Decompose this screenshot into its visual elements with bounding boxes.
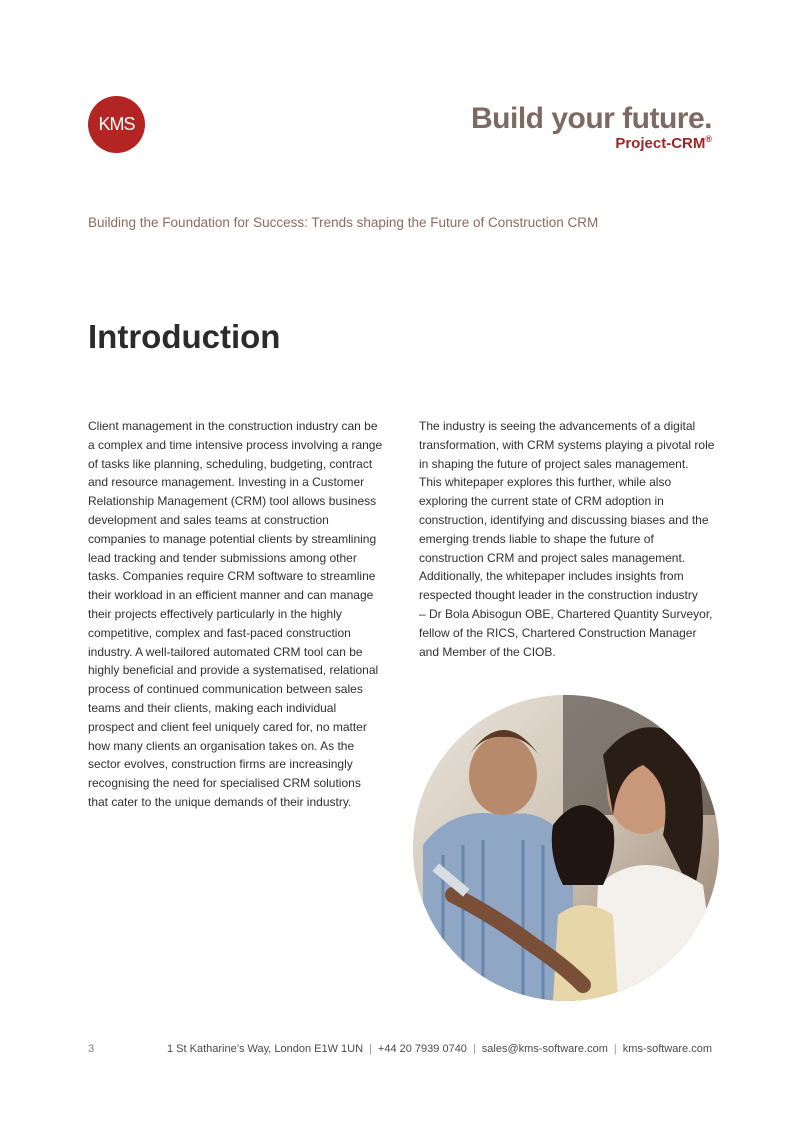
document-subtitle: Building the Foundation for Success: Trends shaping the Future of Construction CRM (88, 215, 599, 230)
footer-address: 1 St Katharine’s Way, London E1W 1UN (167, 1043, 364, 1055)
team-photo (413, 695, 719, 1001)
registered-mark: ® (705, 134, 712, 144)
footer-website[interactable]: kms-software.com (622, 1043, 712, 1055)
footer-phone[interactable]: +44 20 7939 0740 (377, 1043, 467, 1055)
section-heading: Introduction (88, 318, 281, 355)
product-name (615, 135, 712, 151)
body-text-right: The industry is seeing the advancements of a digital transformation, with CRM systems playing a pivotal role in shaping the future of project sales management. This whitepaper explores this further, while also exploring the current state of CRM adoption in construction, identifying and discussing biases and the emerging trends liable to shape the future of construction CRM and project sales management. Additionally, the whitepaper includes insights from respected thought leader in the construction industry – Dr Bola Abisogun OBE, Chartered Quantity Surveyor, fellow of the RICS, Chartered Construction Manager and Member of the CIOB. (419, 419, 715, 659)
team-photo-illustration (413, 695, 719, 1001)
footer-contact (167, 1043, 712, 1055)
body-text-left: Client management in the construction industry can be a complex and time intensive process involving a range of tasks like planning, scheduling, budgeting, contract and resource management. Investing in a Customer Relationship Management (CRM) tool allows business development and sales teams at construction companies to manage potential clients by streamlining lead tracking and tender submissions among other tasks. Companies require CRM software to streamline their workload in an efficient manner and can manage their projects effectively particularly in the highly competitive, complex and fast-paced construction industry. A well-tailored automated CRM tool can be highly beneficial and provide a systematised, relational process of continued communication between sales teams and their clients, making each individual prospect and client feel uniquely cared for, no matter how many clients an organisation takes on. As the sector evolves, construction firms are increasingly recognising the need for specialised CRM solutions that cater to the unique demands of their industry. (88, 419, 383, 809)
footer-email[interactable]: sales@kms-software.com (481, 1043, 608, 1055)
footer-separator: | (472, 1043, 476, 1055)
tagline: Build your future. (471, 102, 712, 135)
footer-separator: | (613, 1043, 617, 1055)
product-label: Project-CRM (615, 135, 706, 152)
logo-text: KMS (98, 114, 135, 134)
page-number: 3 (88, 1043, 95, 1055)
footer-separator: | (369, 1043, 372, 1055)
kms-logo (88, 96, 145, 153)
